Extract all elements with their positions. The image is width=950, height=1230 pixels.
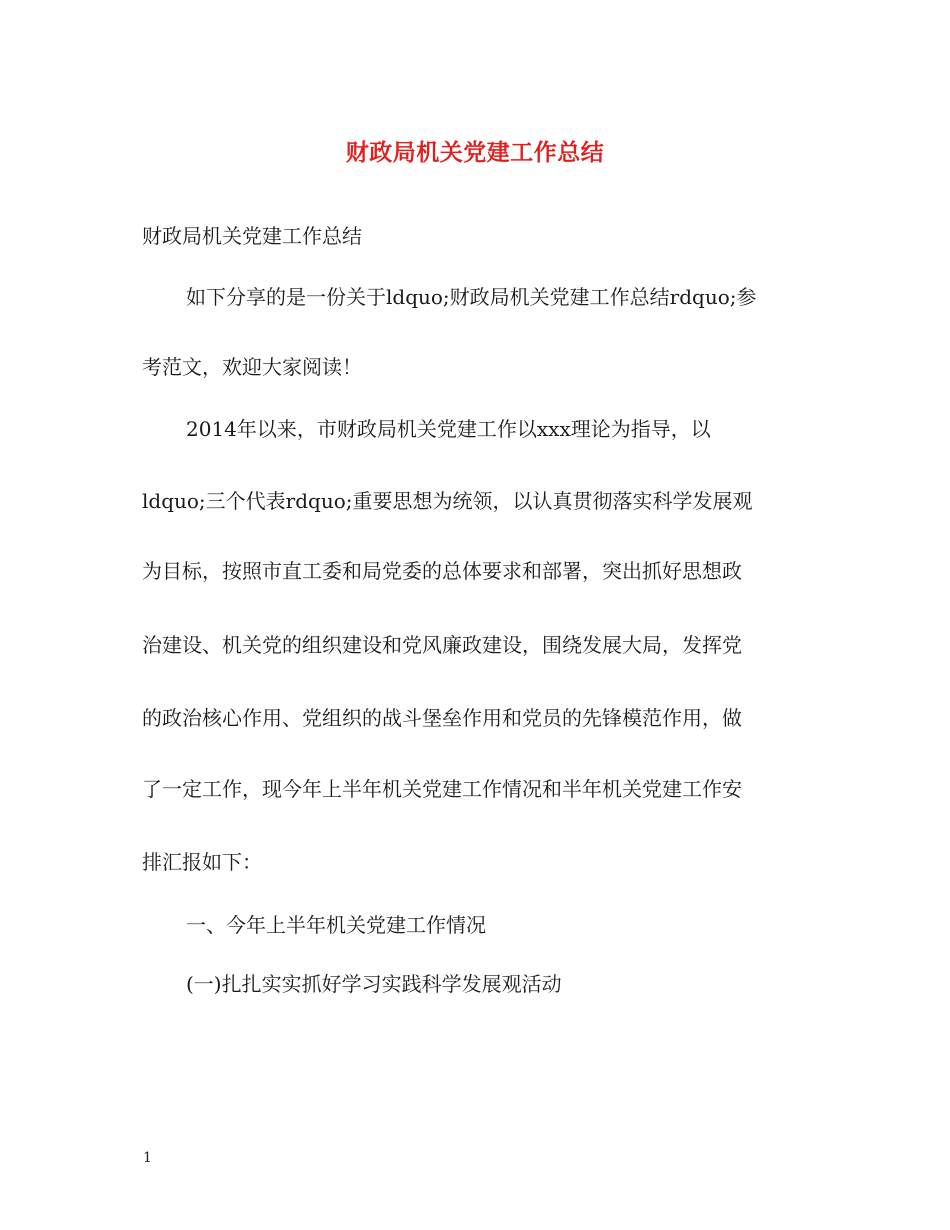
- paragraph-line: 考范文，欢迎大家阅读！: [142, 355, 362, 379]
- paragraph-line: 为目标，按照市直工委和局党委的总体要求和部署，突出抓好思想政: [142, 559, 742, 583]
- document-title: 财政局机关党建工作总结: [345, 139, 605, 166]
- paragraph-line: 如下分享的是一份关于ldquo;财政局机关党建工作总结rdquo;参: [186, 285, 757, 309]
- subsection-heading: (一)扎扎实实抓好学习实践科学发展观活动: [186, 972, 562, 996]
- paragraph-line: 排汇报如下：: [142, 850, 262, 874]
- page-number: 1: [143, 1150, 152, 1166]
- paragraph-line: ldquo;三个代表rdquo;重要思想为统领，以认真贯彻落实科学发展观: [142, 489, 753, 513]
- paragraph-line: 的政治核心作用、党组织的战斗堡垒作用和党员的先锋模范作用，做: [142, 706, 742, 730]
- paragraph-line: 2014年以来，市财政局机关党建工作以xxx理论为指导，以: [186, 417, 711, 441]
- section-heading: 一、今年上半年机关党建工作情况: [186, 913, 486, 937]
- paragraph-line: 治建设、机关党的组织建设和党风廉政建设，围绕发展大局，发挥党: [142, 633, 742, 657]
- paragraph-line: 了一定工作，现今年上半年机关党建工作情况和半年机关党建工作安: [142, 777, 742, 801]
- subtitle-line: 财政局机关党建工作总结: [142, 224, 362, 248]
